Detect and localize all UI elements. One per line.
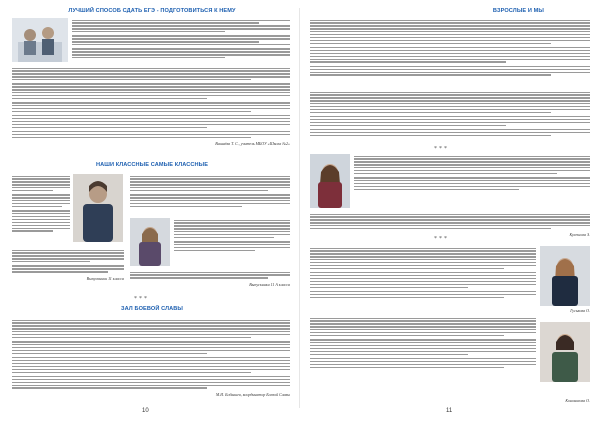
article-teachers-author-2: Выпускники 11 А класса [249,281,290,287]
article-ege-author: Вишнёва Т. С., учитель МБОУ «Школа №2» [215,141,290,147]
article-adults-title: ВЗРОСЛЫЕ И МЫ [492,8,544,14]
article-adults [314,8,590,17]
article-adults-text-1 [310,18,590,79]
article-adults-text-3 [354,154,590,193]
article-adults-text-5 [310,246,536,301]
separator-stars-left: *** [134,296,149,302]
article-teachers-author-1: Выпускники 11 класса [86,275,124,281]
left-page [6,4,294,412]
article-glory-hall-text [12,318,290,397]
right-page [306,4,594,412]
photo-author-1 [310,154,350,208]
article-teachers [14,162,290,168]
article-teachers-title: НАШИ КЛАССНЫЕ САМЫЕ КЛАССНЫЕ [95,162,209,168]
article-ege [14,8,290,17]
article-teachers-col2 [130,174,290,210]
page-number-right: 11 [446,408,453,412]
page-gutter [299,8,300,408]
article-teachers-col2c [130,270,290,287]
photo-ege [12,18,68,62]
article-adults-author-a: Кулешова З. [569,232,590,238]
article-glory-hall [14,306,290,316]
article-adults-text-2 [310,90,590,139]
article-glory-hall-title: ЗАЛ БОЕВОЙ СЛАВЫ [120,306,183,312]
article-adults-text-6 [310,316,536,371]
photo-author-2 [540,246,590,306]
article-teachers-col1b [12,248,124,281]
article-ege-title: ЛУЧШИЙ СПОСОБ СДАТЬ ЕГЭ - ПОДГОТОВИТЬСЯ К НЕМУ [68,8,236,14]
article-ege-text-1 [72,18,290,61]
article-adults-author-c: Коновалова О. [565,398,590,403]
photo-author-3 [540,322,590,382]
page-number-left: 10 [142,408,149,412]
article-teachers-col1 [12,174,70,235]
photo-teacher-1 [73,174,123,242]
separator-stars-right-mid: *** [434,236,449,242]
separator-stars-right-top: *** [434,146,449,152]
article-adults-text-4 [310,212,590,237]
article-adults-author-b: Гуськова О. [570,308,590,313]
photo-teacher-2 [130,218,170,266]
article-teachers-col2b [174,218,290,254]
article-glory-hall-author: М.И. Бобышев, координатор Боевой Славы [215,391,290,397]
article-ege-text-2 [12,66,290,146]
